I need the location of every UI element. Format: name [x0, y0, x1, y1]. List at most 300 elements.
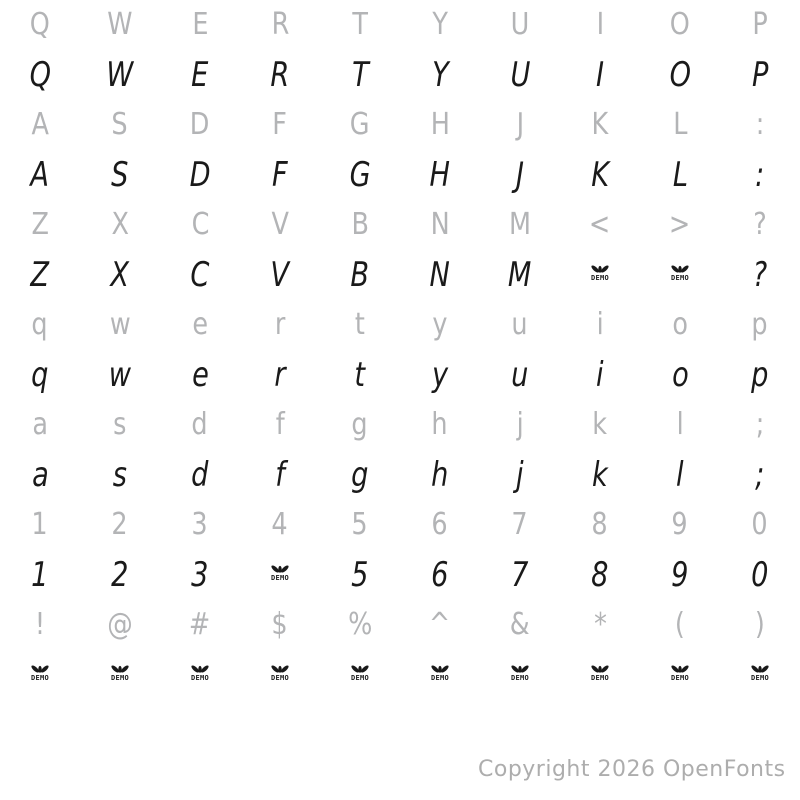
- ref-char-cell: [720, 500, 800, 550]
- demo-marker-label: DEMO: [590, 273, 610, 282]
- demo-restricted-marker: [750, 663, 770, 682]
- demo-glyph: w: [108, 355, 132, 395]
- demo-char-cell: [80, 350, 160, 400]
- demo-glyph: P: [751, 55, 769, 95]
- ref-glyph: w: [109, 307, 131, 342]
- ref-char-cell: [480, 500, 560, 550]
- demo-char-cell: [640, 250, 720, 300]
- fleuron-icon: [270, 663, 290, 675]
- demo-char-cell: [240, 150, 320, 200]
- ref-glyph: p: [751, 307, 769, 342]
- demo-glyph: g: [351, 455, 369, 495]
- ref-char-cell: [560, 400, 640, 450]
- fleuron-icon: [590, 263, 610, 275]
- ref-char-cell: [240, 200, 320, 250]
- demo-glyph: K: [591, 155, 609, 195]
- demo-char-cell: [320, 150, 400, 200]
- demo-glyph: 1: [31, 555, 49, 595]
- ref-glyph: d: [191, 407, 209, 442]
- demo-char-cell: [720, 650, 800, 700]
- ref-char-cell: [0, 500, 80, 550]
- demo-char-cell: [0, 250, 80, 300]
- demo-glyph: i: [596, 355, 604, 395]
- demo-glyph: 5: [351, 555, 369, 595]
- demo-char-cell: [320, 50, 400, 100]
- ref-glyph: <: [589, 207, 611, 242]
- ref-char-cell: [160, 400, 240, 450]
- ref-char-cell: [80, 100, 160, 150]
- ref-char-cell: [400, 100, 480, 150]
- ref-char-cell: [560, 200, 640, 250]
- ref-glyph: 8: [591, 507, 609, 542]
- demo-glyph: T: [351, 55, 369, 95]
- fleuron-icon: [590, 663, 610, 675]
- demo-glyph: B: [350, 255, 370, 295]
- demo-char-cell: [320, 250, 400, 300]
- ref-glyph: u: [511, 307, 529, 342]
- ref-char-cell: [320, 300, 400, 350]
- demo-glyph: M: [508, 255, 532, 295]
- demo-glyph: Y: [431, 55, 449, 95]
- demo-char-cell: [0, 150, 80, 200]
- demo-marker-label: DEMO: [670, 273, 690, 282]
- fleuron-icon: [270, 563, 290, 575]
- demo-char-cell: [720, 150, 800, 200]
- demo-char-cell: [320, 650, 400, 700]
- demo-glyph: G: [349, 155, 371, 195]
- demo-char-cell: [80, 550, 160, 600]
- demo-char-cell: [160, 650, 240, 700]
- ref-char-cell: [400, 600, 480, 650]
- ref-glyph: 6: [431, 507, 449, 542]
- demo-char-cell: [0, 550, 80, 600]
- demo-restricted-marker: [30, 663, 50, 682]
- copyright-text: Copyright 2026 OpenFonts: [478, 757, 786, 782]
- demo-marker-label: DEMO: [30, 673, 50, 682]
- ref-char-cell: [640, 400, 720, 450]
- ref-glyph: W: [107, 7, 133, 42]
- ref-glyph: R: [271, 7, 289, 42]
- demo-char-cell: [320, 350, 400, 400]
- demo-marker-label: DEMO: [270, 573, 290, 582]
- demo-char-cell: [0, 650, 80, 700]
- ref-char-cell: [400, 500, 480, 550]
- ref-char-cell: [720, 300, 800, 350]
- fleuron-icon: [430, 663, 450, 675]
- ref-char-cell: [320, 600, 400, 650]
- ref-glyph: e: [192, 307, 208, 342]
- ref-char-cell: [480, 100, 560, 150]
- ref-char-cell: [160, 300, 240, 350]
- demo-restricted-marker: [430, 663, 450, 682]
- ref-glyph: %: [347, 607, 373, 642]
- ref-char-cell: [160, 500, 240, 550]
- demo-char-cell: [80, 650, 160, 700]
- demo-restricted-marker: [110, 663, 130, 682]
- demo-glyph: 8: [591, 555, 609, 595]
- demo-glyph: 6: [431, 555, 449, 595]
- fleuron-icon: [670, 263, 690, 275]
- ref-char-cell: [240, 400, 320, 450]
- demo-glyph: J: [515, 155, 525, 195]
- demo-char-cell: [560, 650, 640, 700]
- ref-char-cell: [160, 600, 240, 650]
- ref-glyph: G: [350, 107, 370, 142]
- ref-glyph: ^: [429, 607, 451, 642]
- ref-char-cell: [160, 0, 240, 50]
- demo-glyph: q: [31, 355, 49, 395]
- demo-glyph: :: [755, 155, 765, 195]
- ref-glyph: $: [271, 607, 289, 642]
- ref-glyph: 0: [751, 507, 769, 542]
- ref-glyph: r: [274, 307, 286, 342]
- ref-char-cell: [80, 600, 160, 650]
- ref-glyph: H: [430, 107, 450, 142]
- ref-glyph: 9: [671, 507, 689, 542]
- ref-char-cell: [560, 500, 640, 550]
- ref-glyph: F: [272, 107, 288, 142]
- demo-restricted-marker: [510, 663, 530, 682]
- demo-restricted-marker: [590, 263, 610, 282]
- ref-char-cell: [160, 100, 240, 150]
- ref-char-cell: [160, 200, 240, 250]
- demo-glyph: 2: [111, 555, 129, 595]
- demo-char-cell: [240, 650, 320, 700]
- demo-char-cell: [240, 50, 320, 100]
- demo-char-cell: [240, 450, 320, 500]
- demo-char-cell: [160, 350, 240, 400]
- ref-char-cell: [640, 0, 720, 50]
- demo-glyph: e: [191, 355, 209, 395]
- ref-char-cell: [320, 0, 400, 50]
- fleuron-icon: [30, 663, 50, 675]
- demo-char-cell: [400, 450, 480, 500]
- ref-char-cell: [400, 0, 480, 50]
- demo-glyph: 3: [191, 555, 209, 595]
- ref-glyph: Z: [31, 207, 49, 242]
- ref-glyph: s: [113, 407, 127, 442]
- demo-glyph: j: [516, 455, 524, 495]
- ref-glyph: >: [669, 207, 691, 242]
- ref-char-cell: [400, 400, 480, 450]
- ref-glyph: 2: [111, 507, 129, 542]
- demo-char-cell: [720, 450, 800, 500]
- demo-glyph: r: [274, 355, 286, 395]
- ref-char-cell: [320, 400, 400, 450]
- demo-char-cell: [480, 50, 560, 100]
- demo-glyph: X: [110, 255, 130, 295]
- demo-glyph: O: [669, 55, 691, 95]
- ref-char-cell: [0, 600, 80, 650]
- demo-marker-label: DEMO: [510, 673, 530, 682]
- ref-glyph: 5: [351, 507, 369, 542]
- ref-glyph: 3: [191, 507, 209, 542]
- ref-char-cell: [240, 500, 320, 550]
- demo-glyph: L: [672, 155, 688, 195]
- demo-glyph: u: [511, 355, 529, 395]
- demo-char-cell: [640, 550, 720, 600]
- ref-glyph: j: [516, 407, 524, 442]
- demo-row-4: [0, 350, 800, 400]
- ref-glyph: I: [596, 7, 604, 42]
- demo-char-cell: [320, 450, 400, 500]
- demo-char-cell: [80, 150, 160, 200]
- ref-glyph: M: [508, 207, 531, 242]
- demo-glyph: s: [112, 455, 128, 495]
- demo-char-cell: [160, 150, 240, 200]
- demo-char-cell: [0, 450, 80, 500]
- demo-char-cell: [160, 250, 240, 300]
- ref-char-cell: [0, 400, 80, 450]
- ref-char-cell: [720, 600, 800, 650]
- ref-char-cell: [0, 200, 80, 250]
- ref-glyph: 4: [271, 507, 289, 542]
- demo-glyph: I: [595, 55, 605, 95]
- demo-char-cell: [400, 350, 480, 400]
- demo-glyph: 9: [671, 555, 689, 595]
- demo-char-cell: [480, 650, 560, 700]
- ref-char-cell: [640, 200, 720, 250]
- demo-marker-label: DEMO: [350, 673, 370, 682]
- demo-char-cell: [480, 150, 560, 200]
- ref-glyph: Y: [432, 7, 448, 42]
- demo-marker-label: DEMO: [430, 673, 450, 682]
- ref-glyph: X: [111, 207, 129, 242]
- ref-char-cell: [80, 0, 160, 50]
- ref-row-3: [0, 200, 800, 250]
- fleuron-icon: [190, 663, 210, 675]
- ref-char-cell: [640, 300, 720, 350]
- demo-row-6: [0, 550, 800, 600]
- fleuron-icon: [670, 663, 690, 675]
- ref-glyph: g: [351, 407, 369, 442]
- demo-char-cell: [560, 550, 640, 600]
- ref-glyph: q: [31, 307, 49, 342]
- demo-char-cell: [160, 50, 240, 100]
- demo-glyph: V: [270, 255, 290, 295]
- ref-char-cell: [240, 600, 320, 650]
- ref-char-cell: [560, 300, 640, 350]
- demo-glyph: ?: [752, 255, 768, 295]
- demo-char-cell: [640, 450, 720, 500]
- demo-char-cell: [640, 50, 720, 100]
- demo-char-cell: [560, 350, 640, 400]
- ref-row-4: [0, 300, 800, 350]
- demo-restricted-marker: [590, 663, 610, 682]
- demo-row-3: [0, 250, 800, 300]
- demo-char-cell: [80, 50, 160, 100]
- ref-char-cell: [400, 200, 480, 250]
- demo-glyph: R: [270, 55, 290, 95]
- demo-marker-label: DEMO: [590, 673, 610, 682]
- ref-glyph: i: [596, 307, 604, 342]
- demo-glyph: f: [275, 455, 285, 495]
- ref-char-cell: [320, 100, 400, 150]
- demo-glyph: E: [191, 55, 209, 95]
- demo-char-cell: [400, 50, 480, 100]
- demo-marker-label: DEMO: [110, 673, 130, 682]
- ref-char-cell: [640, 500, 720, 550]
- ref-glyph: A: [31, 107, 49, 142]
- ref-glyph: :: [755, 107, 765, 142]
- demo-char-cell: [640, 650, 720, 700]
- ref-glyph: C: [191, 207, 209, 242]
- ref-char-cell: [640, 600, 720, 650]
- demo-row-5: [0, 450, 800, 500]
- demo-char-cell: [400, 150, 480, 200]
- ref-glyph: N: [430, 207, 450, 242]
- ref-glyph: t: [354, 307, 365, 342]
- ref-char-cell: [720, 200, 800, 250]
- ref-glyph: (: [675, 607, 685, 642]
- demo-char-cell: [400, 650, 480, 700]
- ref-row-1: [0, 0, 800, 50]
- demo-char-cell: [240, 550, 320, 600]
- ref-glyph: @: [107, 607, 133, 642]
- demo-marker-label: DEMO: [270, 673, 290, 682]
- ref-glyph: o: [672, 307, 688, 342]
- fleuron-icon: [110, 663, 130, 675]
- ref-char-cell: [480, 200, 560, 250]
- demo-restricted-marker: [270, 563, 290, 582]
- ref-char-cell: [0, 300, 80, 350]
- demo-glyph: t: [354, 355, 366, 395]
- ref-char-cell: [480, 300, 560, 350]
- ref-char-cell: [720, 400, 800, 450]
- demo-glyph: k: [592, 455, 608, 495]
- demo-char-cell: [560, 50, 640, 100]
- demo-char-cell: [80, 250, 160, 300]
- demo-marker-label: DEMO: [670, 673, 690, 682]
- ref-glyph: S: [111, 107, 129, 142]
- ref-glyph: &: [510, 607, 530, 642]
- demo-char-cell: [0, 50, 80, 100]
- ref-glyph: B: [351, 207, 369, 242]
- fleuron-icon: [750, 663, 770, 675]
- ref-char-cell: [320, 200, 400, 250]
- ref-char-cell: [80, 500, 160, 550]
- ref-char-cell: [400, 300, 480, 350]
- ref-char-cell: [80, 400, 160, 450]
- ref-char-cell: [320, 500, 400, 550]
- ref-glyph: 7: [511, 507, 529, 542]
- demo-glyph: y: [431, 355, 449, 395]
- demo-marker-label: DEMO: [750, 673, 770, 682]
- ref-glyph: !: [34, 607, 46, 642]
- ref-glyph: O: [669, 7, 691, 42]
- ref-char-cell: [0, 0, 80, 50]
- demo-glyph: U: [510, 55, 530, 95]
- ref-glyph: T: [352, 7, 368, 42]
- demo-char-cell: [320, 550, 400, 600]
- ref-glyph: y: [432, 307, 448, 342]
- ref-glyph: U: [510, 7, 530, 42]
- ref-glyph: P: [752, 7, 768, 42]
- demo-glyph: 0: [751, 555, 769, 595]
- ref-glyph: #: [189, 607, 211, 642]
- ref-char-cell: [560, 100, 640, 150]
- ref-glyph: J: [516, 107, 524, 142]
- demo-char-cell: [480, 250, 560, 300]
- demo-char-cell: [640, 150, 720, 200]
- demo-char-cell: [720, 350, 800, 400]
- ref-glyph: Q: [29, 7, 51, 42]
- ref-char-cell: [240, 300, 320, 350]
- ref-char-cell: [0, 100, 80, 150]
- ref-glyph: 1: [31, 507, 49, 542]
- demo-glyph: d: [191, 455, 209, 495]
- demo-marker-label: DEMO: [190, 673, 210, 682]
- ref-glyph: ?: [753, 207, 767, 242]
- ref-glyph: D: [190, 107, 210, 142]
- demo-char-cell: [720, 550, 800, 600]
- demo-glyph: Q: [29, 55, 51, 95]
- demo-glyph: a: [31, 455, 49, 495]
- demo-char-cell: [0, 350, 80, 400]
- ref-char-cell: [720, 0, 800, 50]
- ref-glyph: l: [676, 407, 684, 442]
- demo-glyph: 7: [511, 555, 529, 595]
- ref-char-cell: [720, 100, 800, 150]
- demo-char-cell: [720, 50, 800, 100]
- ref-row-2: [0, 100, 800, 150]
- ref-char-cell: [80, 300, 160, 350]
- ref-char-cell: [480, 600, 560, 650]
- demo-glyph: S: [111, 155, 129, 195]
- demo-char-cell: [160, 550, 240, 600]
- demo-char-cell: [160, 450, 240, 500]
- ref-char-cell: [80, 200, 160, 250]
- ref-glyph: h: [431, 407, 449, 442]
- demo-glyph: h: [431, 455, 449, 495]
- ref-row-7: [0, 600, 800, 650]
- ref-char-cell: [640, 100, 720, 150]
- ref-glyph: k: [592, 407, 608, 442]
- ref-glyph: K: [591, 107, 609, 142]
- demo-restricted-marker: [350, 663, 370, 682]
- ref-char-cell: [560, 600, 640, 650]
- ref-glyph: ;: [755, 407, 765, 442]
- demo-glyph: A: [30, 155, 50, 195]
- demo-char-cell: [560, 450, 640, 500]
- demo-glyph: Z: [30, 255, 50, 295]
- demo-glyph: l: [676, 455, 684, 495]
- demo-glyph: H: [429, 155, 451, 195]
- ref-glyph: E: [191, 7, 209, 42]
- demo-glyph: ;: [755, 455, 765, 495]
- ref-glyph: f: [275, 407, 285, 442]
- ref-row-5: [0, 400, 800, 450]
- demo-char-cell: [480, 450, 560, 500]
- ref-glyph: ): [755, 607, 765, 642]
- demo-glyph: p: [751, 355, 769, 395]
- demo-char-cell: [480, 550, 560, 600]
- ref-glyph: L: [672, 107, 688, 142]
- demo-char-cell: [640, 350, 720, 400]
- ref-char-cell: [240, 0, 320, 50]
- demo-char-cell: [240, 350, 320, 400]
- demo-row-7: [0, 650, 800, 700]
- demo-row-2: [0, 150, 800, 200]
- demo-restricted-marker: [670, 663, 690, 682]
- demo-char-cell: [400, 550, 480, 600]
- ref-char-cell: [480, 0, 560, 50]
- demo-char-cell: [560, 150, 640, 200]
- demo-char-cell: [400, 250, 480, 300]
- demo-char-cell: [80, 450, 160, 500]
- ref-glyph: *: [593, 607, 607, 642]
- fleuron-icon: [510, 663, 530, 675]
